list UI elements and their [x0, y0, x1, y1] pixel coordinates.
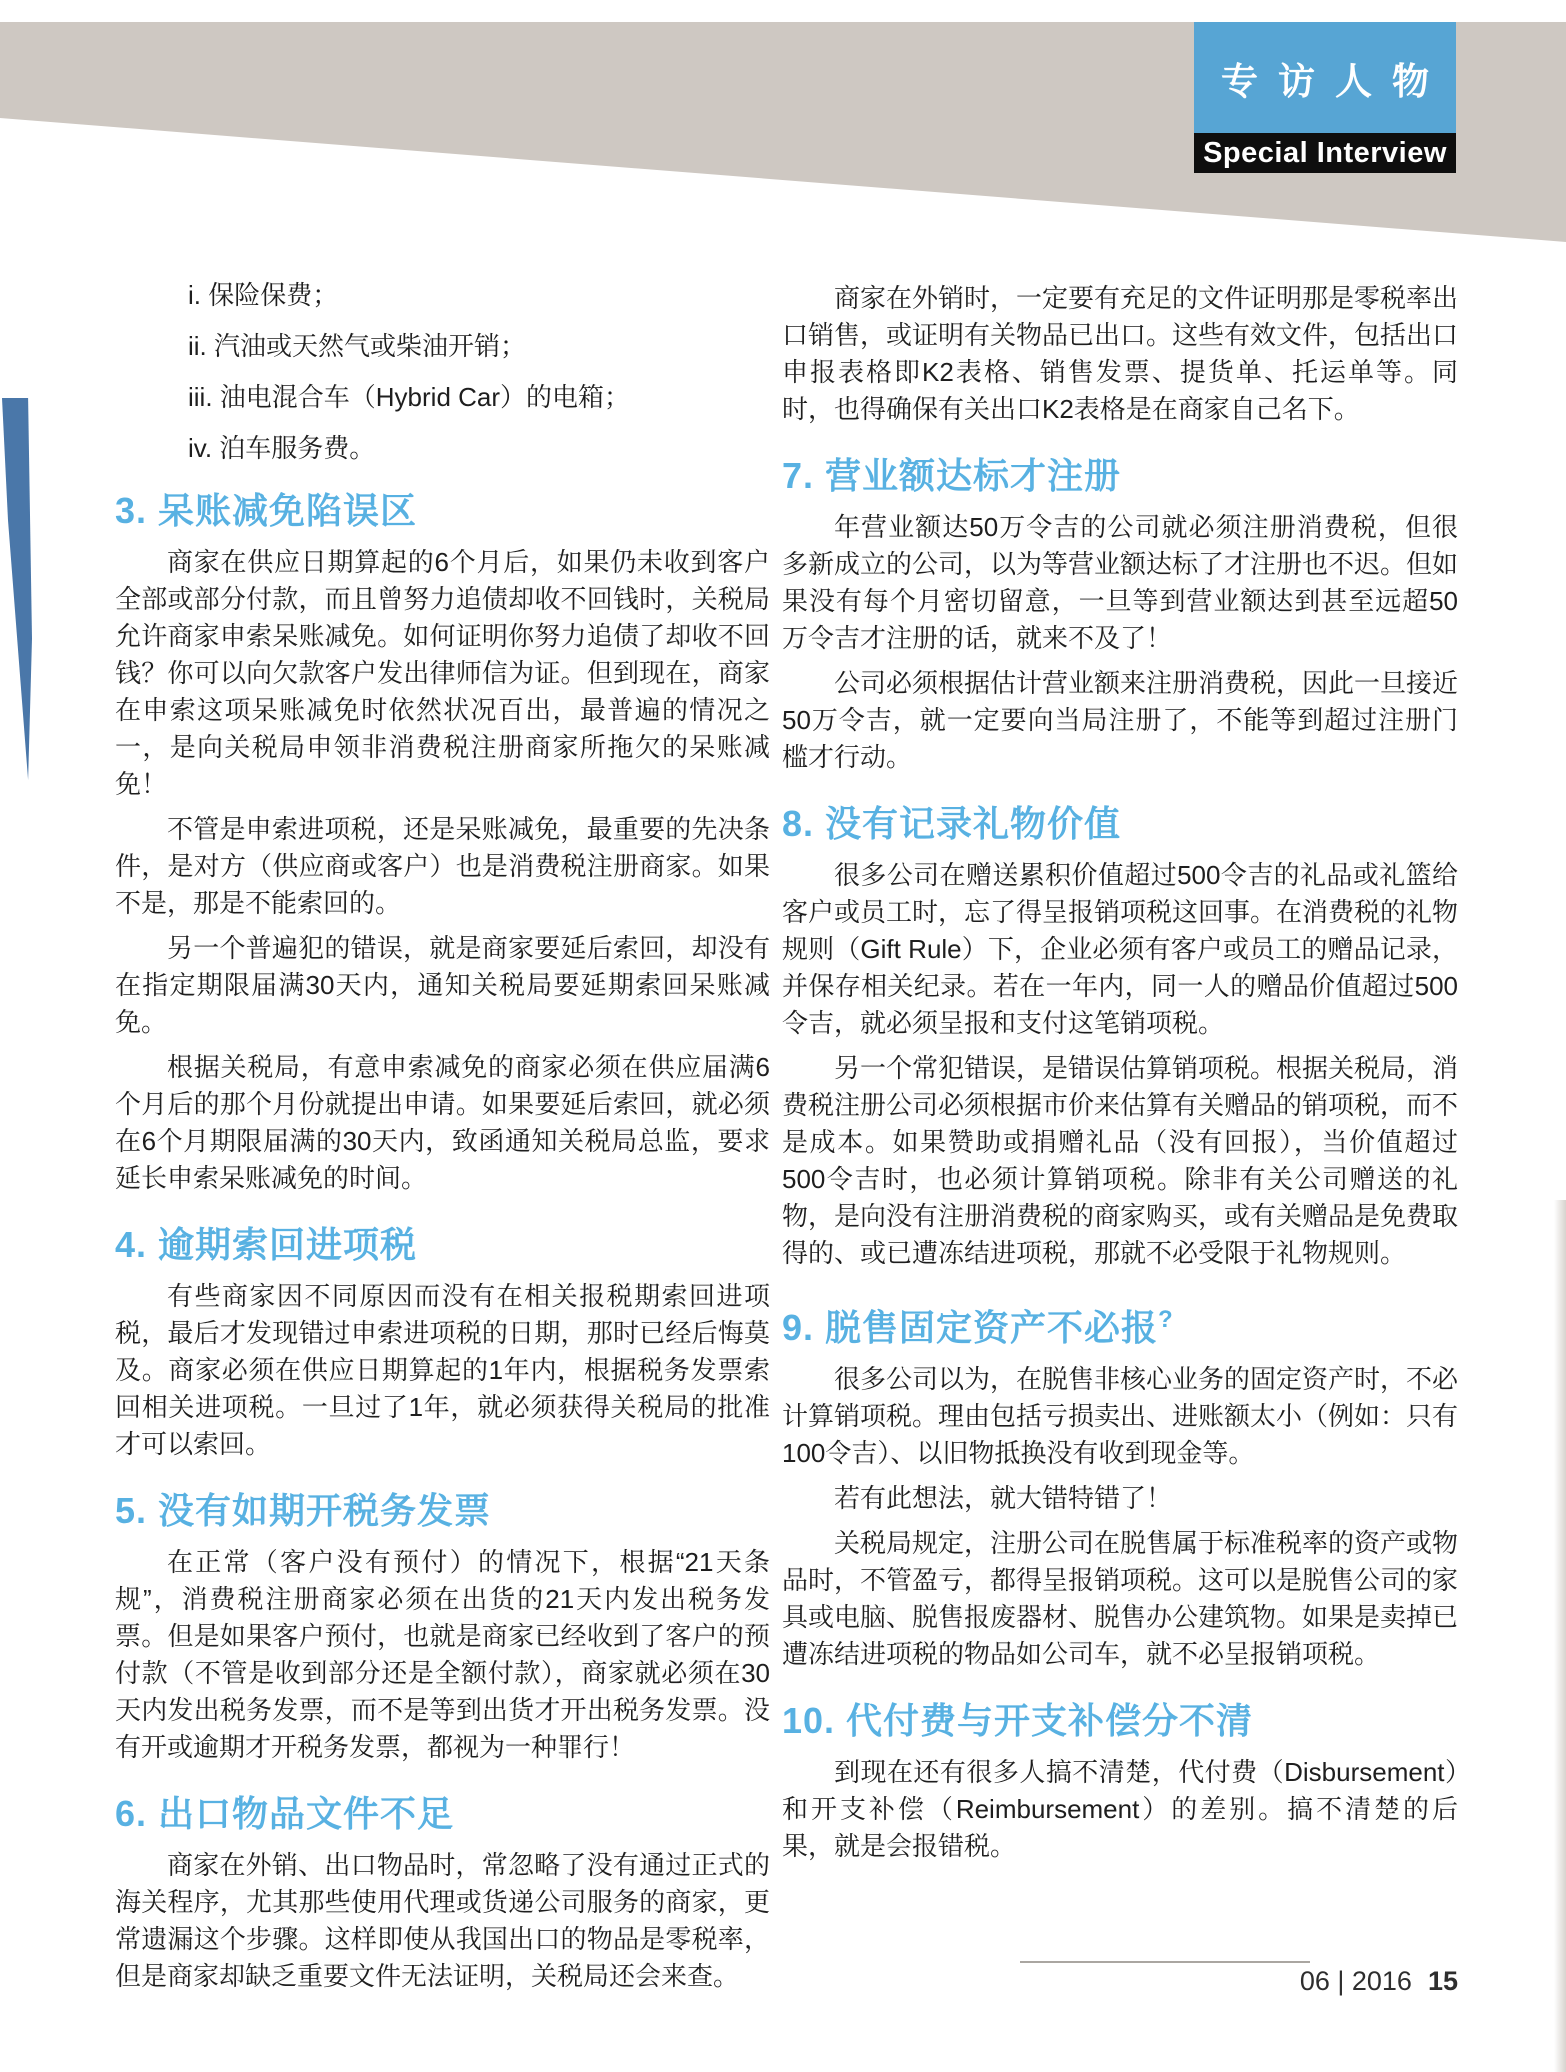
section-badge-chinese: [1194, 22, 1456, 133]
paragraph: 另一个普遍犯的错误，就是商家要延后索回，却没有在指定期限届满30天内，通知关税局要延期索回呆账减免。: [115, 933, 770, 1037]
paragraph: 若有此想法，就大错特错了！: [834, 1483, 1173, 1513]
paragraph: 根据关税局，有意申索减免的商家必须在供应届满6个月后的那个月份就提出申请。如果要延后索回，就必须在6个月期限届满的30天内，致函通知关税局总监，要求延长申索呆账减免的时间。: [115, 1052, 770, 1193]
paragraph: 很多公司在赠送累积价值超过500令吉的礼品或礼篮给客户或员工时，忘了得呈报销项税这回事。在消费税的礼物规则（Gift Rule）下，企业必须有客户或员工的赠品记录，并保存相关纪录。若在一年内，同一人的赠品价值超过500令吉，就必须呈报和支付这笔销项税。: [782, 860, 1459, 1038]
paragraph: 很多公司以为，在脱售非核心业务的固定资产时，不必计算销项税。理由包括亏损卖出、进账额太小（例如：只有100令吉）、以旧物抵换没有收到现金等。: [782, 1364, 1459, 1468]
paragraph: 年营业额达50万令吉的公司就必须注册消费税，但很多新成立的公司，以为等营业额达标了才注册也不迟。但如果没有每个月密切留意，一旦等到营业额达到甚至远超50万令吉才注册的话，就来不及了！: [782, 512, 1459, 653]
heading-text: 8. 没有记录礼物价值: [782, 803, 1122, 844]
paragraph: 在正常（客户没有预付）的情况下，根据“21天条规”，消费税注册商家必须在出货的21天内发出税务发票。但是如果客户预付，也就是商家已经收到了客户的预付款（不管是收到部分还是全额付款），商家就必须在30天内发出税务发票，而不是等到出货才开出税务发票。没有开或逾期才开税务发票，都视为一种罪行！: [115, 1547, 770, 1762]
list-item: iv. 泊车服务费。: [188, 433, 376, 463]
left-edge-photo-sliver: [2, 398, 32, 780]
section-heading-8: [782, 802, 1458, 845]
page-number: 15: [1427, 1966, 1458, 1996]
heading-text: 10. 代付费与开支补偿分不清: [782, 1700, 1254, 1741]
page-footer: [1194, 1966, 1458, 1997]
section-heading-9: [782, 1298, 1458, 1349]
paragraph: 不管是申索进项税，还是呆账减免，最重要的先决条件，是对方（供应商或客户）也是消费税注册商家。如果不是，那是不能索回的。: [115, 814, 770, 918]
paragraph: 到现在还有很多人搞不清楚，代付费（Disbursement）和开支补偿（Reimbursement）的差别。搞不清楚的后果，就是会报错税。: [782, 1757, 1458, 1861]
heading-text: 7. 营业额达标才注册: [782, 455, 1122, 496]
issue-label: 06 | 2016: [1299, 1966, 1412, 1996]
left-column: [115, 280, 770, 2003]
footer-rule: [1020, 1961, 1310, 1963]
roman-numeral-list: [188, 280, 770, 463]
heading-question-mark: ?: [1158, 1306, 1174, 1333]
page-edge-shadow: [1554, 1200, 1566, 2072]
section-heading-5: 5. 没有如期开税务发票: [115, 1490, 492, 1531]
list-item: ii. 汽油或天然气或柴油开销；: [188, 331, 527, 361]
section-heading-6: 6. 出口物品文件不足: [115, 1793, 455, 1834]
paragraph: 商家在外销、出口物品时，常忽略了没有通过正式的海关程序，尤其那些使用代理或货递公司服务的商家，更常遗漏这个步骤。这样即使从我国出口的物品是零税率，但是商家却缺乏重要文件无法证明，关税局还会来查。: [115, 1850, 770, 1991]
heading-text: 9. 脱售固定资产不必报: [782, 1307, 1159, 1348]
section-heading-4: 4. 逾期索回进项税: [115, 1224, 418, 1265]
paragraph: 商家在供应日期算起的6个月后，如果仍未收到客户全部或部分付款，而且曾努力追债却收不回钱时，关税局允许商家申索呆账减免。如何证明你努力追债了却收不回钱？你可以向欠款客户发出律师信为证。但到现在，商家在申索这项呆账减免时依然状况百出，最普遍的情况之一，是向关税局申领非消费税注册商家所拖欠的呆账减免！: [115, 547, 770, 799]
list-item: i. 保险保费；: [188, 280, 339, 310]
paragraph: 另一个常犯错误，是错误估算销项税。根据关税局，消费税注册公司必须根据市价来估算有关赠品的销项税，而不是成本。如果赞助或捐赠礼品（没有回报），当价值超过500令吉时，也必须计算销项税。除非有关公司赠送的礼物，是向没有注册消费税的商家购买，或有关赠品是免费取得的、或已遭冻结进项税，那就不必受限于礼物规则。: [782, 1053, 1459, 1268]
section-heading-10: [782, 1699, 1458, 1742]
paragraph: 有些商家因不同原因而没有在相关报税期索回进项税，最后才发现错过申索进项税的日期，那时已经后悔莫及。商家必须在供应日期算起的1年内，根据税务发票索回相关进项税。一旦过了1年，就必须获得关税局的批准才可以索回。: [115, 1281, 770, 1459]
paragraph: 关税局规定，注册公司在脱售属于标准税率的资产或物品时，不管盈亏，都得呈报销项税。这可以是脱售公司的家具或电脑、脱售报废器材、脱售办公建筑物。如果是卖掉已遭冻结进项税的物品如公司车，就不必呈报销项税。: [782, 1528, 1459, 1669]
section-heading-7: [782, 454, 1458, 497]
section-heading-3: 3. 呆账减免陷误区: [115, 490, 418, 531]
intro-paragraph: 商家在外销时，一定要有充足的文件证明那是零税率出口销售，或证明有关物品已出口。这些有效文件，包括出口申报表格即K2表格、销售发票、提货单、托运单等。同时，也得确保有关出口K2表格是在商家自己名下。: [782, 283, 1459, 424]
badge-zh-label: 专访人物: [1221, 60, 1449, 102]
badge-en-label: Special Interview: [1203, 136, 1447, 169]
paragraph: 公司必须根据估计营业额来注册消费税，因此一旦接近50万令吉，就一定要向当局注册了，不能等到超过注册门槛才行动。: [782, 668, 1459, 772]
section-badge-english: [1194, 133, 1456, 173]
list-item: iii. 油电混合车（Hybrid Car）的电箱；: [188, 382, 631, 412]
right-column: [782, 280, 1458, 1873]
